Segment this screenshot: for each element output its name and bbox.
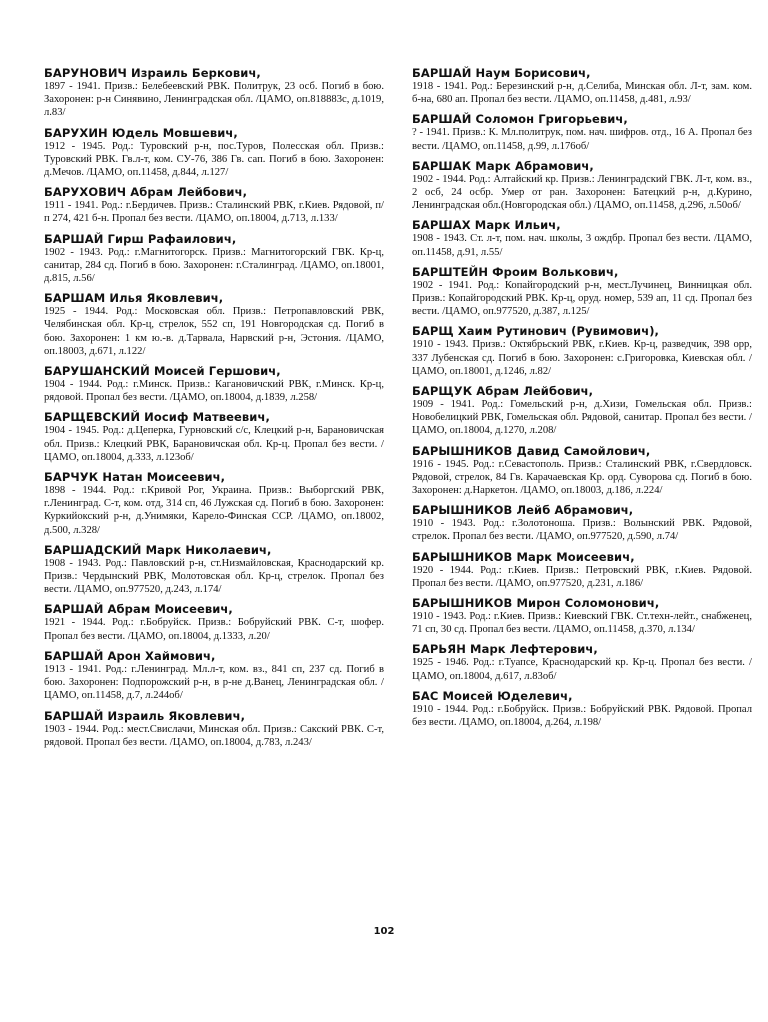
entry (412, 324, 752, 378)
entry (44, 543, 384, 597)
entry (44, 602, 384, 642)
entry-text: 1920 - 1944. Род.: г.Киев. Призв.: Петровский РВК, г.Киев. Рядовой. Пропал без вести. /ЦАМО, оп.977520, д.231, л.186/ (412, 564, 752, 589)
left-column (44, 66, 384, 755)
entry-name: БАРШАДСКИЙ Марк Николаевич, (44, 542, 272, 557)
entry (44, 126, 384, 180)
entry-text: ? - 1941. Призв.: К. Мл.политрук, пом. нач. шифров. отд., 16 А. Пропал без вести. /ЦАМО, оп.11458, д.99, л.176об/ (412, 127, 752, 152)
entry (412, 384, 752, 438)
page-number: 102 (373, 926, 395, 937)
entry-name: БАРШАК Марк Абрамович, (412, 158, 594, 173)
entry-name: БАРЫШНИКОВ Лейб Абрамович, (412, 503, 634, 518)
entry-name: БАРЩЕВСКИЙ Иосиф Матвеевич, (44, 410, 270, 425)
entry-name: БАРШТЕЙН Фроим Волькович, (412, 264, 619, 279)
entry-name: БАРШАЙ Гирш Рафаилович, (44, 231, 237, 246)
entry-text: 1910 - 1943. Род.: г.Киев. Призв.: Киевский ГВК. Ст.техн-лейт., снабженец, 71 сп, 30 сд. Пропал без вести. /ЦАМО, оп.11458, д.370, л.134/ (412, 611, 752, 636)
entry (44, 291, 384, 358)
entry-text: 1902 - 1944. Род.: Алтайский кр. Призв.: Ленинградский ГВК. Л-т, ком. вз., 2 осб, 24 осбр. Умер от ран. Захоронен: Батецкий р-н, д.Курино, Ленинградская обл.(Новгородская обл.) /ЦАМО, оп.11458, д.296, л.50об/ (412, 173, 752, 212)
entry (44, 185, 384, 225)
entry-text: 1904 - 1944. Род.: г.Минск. Призв.: Кагановичский РВК, г.Минск. Кр-ц, рядовой. Пропал без вести. /ЦАМО, оп.18004, д.1839, л.258/ (44, 379, 384, 404)
entry-text: 1902 - 1943. Род.: г.Магнитогорск. Призв.: Магнитогорский ГВК. Кр-ц, санитар, 284 сд. Погиб в бою. Захоронен: г.Сталинград. /ЦАМО, оп.18001, д.815, л.56/ (44, 246, 384, 285)
entry (412, 689, 752, 729)
entry-text: 1908 - 1943. Ст. л-т, пом. нач. школы, 3 ождбр. Пропал без вести. /ЦАМО, оп.11458, д.91, л.55/ (412, 233, 752, 258)
entry-name: БАРЫШНИКОВ Марк Моисеевич, (412, 549, 635, 564)
entry-name: БАРШАЙ Наум Борисович, (412, 66, 591, 80)
entry-name: БАС Моисей Юделевич, (412, 688, 573, 703)
entry-name: БАРЬЯН Марк Лефтерович, (412, 642, 598, 657)
entry-name: БАРЧУК Натан Моисеевич, (44, 470, 226, 485)
entry-name: БАРУХОВИЧ Абрам Лейбович, (44, 185, 248, 200)
entry (412, 596, 752, 636)
entry-text: 1898 - 1944. Род.: г.Кривой Рог, Украина. Призв.: Выборгский РВК, г.Ленинград. С-т, ком. отд, 314 сп, 46 Лужская сд. Погиб в бою. Захоронен: Куркийокский р-н, д.Унимяки, Карело-Финская ССР. /ЦАМО, оп.18002, д.500, л.328/ (44, 485, 384, 536)
entry-text: 1903 - 1944. Род.: мест.Свислачи, Минская обл. Призв.: Сакский РВК. С-т, рядовой. Пропал без вести. /ЦАМО, оп.18004, д.783, л.243/ (44, 723, 384, 748)
entry-text: 1897 - 1941. Призв.: Белебеевский РВК. Политрук, 23 осб. Погиб в бою. Захоронен: р-н Синявино, Ленинградская обл. /ЦАМО, оп.818883с, д.1019, л.83/ (44, 81, 384, 119)
entry-name: БАРУХИН Юдель Мовшевич, (44, 125, 238, 140)
entry (412, 218, 752, 258)
entry-text: 1908 - 1943. Род.: Павловский р-н, ст.Низмайловская, Краснодарский кр. Призв.: Чердынский РВК, Молотовская обл. Кр-ц, стрелок. Пропал без вести. /ЦАМО, оп.977520, д.243, л.174/ (44, 557, 384, 596)
entry (44, 66, 384, 120)
right-column (412, 66, 752, 735)
entry (44, 364, 384, 404)
entry (412, 159, 752, 213)
entry-name: БАРШАХ Марк Ильич, (412, 218, 561, 233)
entry-text: 1921 - 1944. Род.: г.Бобруйск. Призв.: Бобруйский РВК. С-т, шофер. Пропал без вести. /ЦАМО, оп.18004, д.1333, л.20/ (44, 617, 384, 642)
entry (412, 265, 752, 319)
entry (44, 470, 384, 537)
entry-text: 1910 - 1943. Род.: г.Золотоноша. Призв.: Волынский РВК. Рядовой, стрелок. Пропал без вести. /ЦАМО, оп.977520, д.590, л.74/ (412, 518, 752, 543)
entry-text: 1910 - 1943. Призв.: Октябрьский РВК, г.Киев. Кр-ц, разведчик, 398 орр, 337 Лубенская сд. Погиб в бою. Захоронен: с.Григоровка, Киевская обл. /ЦАМО, оп.18001, д.1246, л.82/ (412, 339, 752, 377)
entry-name: БАРЩУК Абрам Лейбович, (412, 384, 594, 399)
entry-text: 1912 - 1945. Род.: Туровский р-н, пос.Туров, Полесская обл. Призв.: Туровский РВК. Гв.л-т, ком. СУ-76, 386 Гв. сап. Погиб в бою. Захоронен: д.Мечов. /ЦАМО, оп.11458, д.844, л.127/ (44, 140, 384, 179)
entry-text: 1909 - 1941. Род.: Гомельский р-н, д.Хизи, Гомельская обл. Призв.: Новобелицкий РВК, Гомельская обл. Рядовой, санитар. Пропал без вести. /ЦАМО, оп.18004, д.1270, л.208/ (412, 399, 752, 437)
entry (412, 503, 752, 543)
entry (412, 642, 752, 682)
entry-text: 1925 - 1944. Род.: Московская обл. Призв.: Петропавловский РВК, Челябинская обл. Кр-ц, стрелок, 552 сп, 191 Новгородская сд. Погиб в бою. Захоронен: 1 км ю.-в. д.Тарвала, Нарвский р-н, Эстония. /ЦАМО, оп.18003, д.671, л.122/ (44, 306, 384, 357)
entry-text: 1913 - 1941. Род.: г.Ленинград. Мл.л-т, ком. вз., 841 сп, 237 сд. Погиб в бою. Захоронен: Подпорожский р-н, в р-не д.Ванец, Ленинградская обл. /ЦАМО, оп.11458, д.7, л.244об/ (44, 663, 384, 702)
entry-text: 1910 - 1944. Род.: г.Бобруйск. Призв.: Бобруйский РВК. Рядовой. Пропал без вести. /ЦАМО, оп.18004, д.264, л.198/ (412, 703, 752, 729)
entry-text: 1911 - 1941. Род.: г.Бердичев. Призв.: Сталинский РВК, г.Киев. Рядовой, п/п 274, 421 б-н. Пропал без вести. /ЦАМО, оп.18004, д.713, л.133/ (44, 200, 384, 225)
entry-name: БАРШАЙ Абрам Моисеевич, (44, 602, 233, 617)
entry (412, 550, 752, 590)
entry-text: 1916 - 1945. Род.: г.Севастополь. Призв.: Сталинский РВК, г.Свердловск. Рядовой, стрелок, 84 Гв. Карачаевская Кр. орд. Суворова сд. Погиб в бою. Захоронен: д.Наркетон. /ЦАМО, оп.18003, д.186, л.224/ (412, 458, 752, 497)
entry (44, 709, 384, 749)
entry (412, 66, 752, 106)
entry-text: 1918 - 1941. Род.: Березинский р-н, д.Селиба, Минская обл. Л-т, зам. ком. б-на, 680 ап. Пропал без вести. /ЦАМО, оп.11458, д.481, л.93/ (412, 81, 752, 106)
entry-name: БАРШАЙ Соломон Григорьевич, (412, 112, 628, 127)
entry-name: БАРШАЙ Арон Хаймович, (44, 648, 216, 663)
entry (44, 649, 384, 703)
entry-text: 1902 - 1941. Род.: Копайгородский р-н, мест.Лучинец, Винницкая обл. Призв.: Копайгородский РВК. Кр-ц, оруд. номер, 539 ап, 11 сд. Пропал без вести. /ЦАМО, оп.977520, д.387, л.125/ (412, 279, 752, 318)
entry-name: БАРУШАНСКИЙ Моисей Гершович, (44, 364, 281, 379)
entry-name: БАРУНОВИЧ Израиль Беркович, (44, 66, 261, 80)
entry-name: БАРЫШНИКОВ Мирон Соломонович, (412, 596, 660, 611)
entry (412, 112, 752, 152)
entry-text: 1925 - 1946. Род.: г.Туапсе, Краснодарский кр. Кр-ц. Пропал без вести. /ЦАМО, оп.18004, д.617, л.83об/ (412, 657, 752, 682)
entry-name: БАРШАМ Илья Яковлевич, (44, 291, 224, 306)
entry-name: БАРЩ Хаим Рутинович (Рувимович), (412, 324, 660, 339)
entry (44, 410, 384, 464)
entry-name: БАРШАЙ Израиль Яковлевич, (44, 708, 246, 723)
entry (44, 232, 384, 286)
entry-text: 1904 - 1945. Род.: д.Цеперка, Гурновский с/с, Клецкий р-н, Барановичская обл. Призв.: Клецкий РВК, Барановичская обл. Кр-ц. Пропал без вести. /ЦАМО, оп.18004, д.333, л.123об/ (44, 425, 384, 463)
entry-name: БАРЫШНИКОВ Давид Самойлович, (412, 443, 651, 458)
entry (412, 444, 752, 498)
